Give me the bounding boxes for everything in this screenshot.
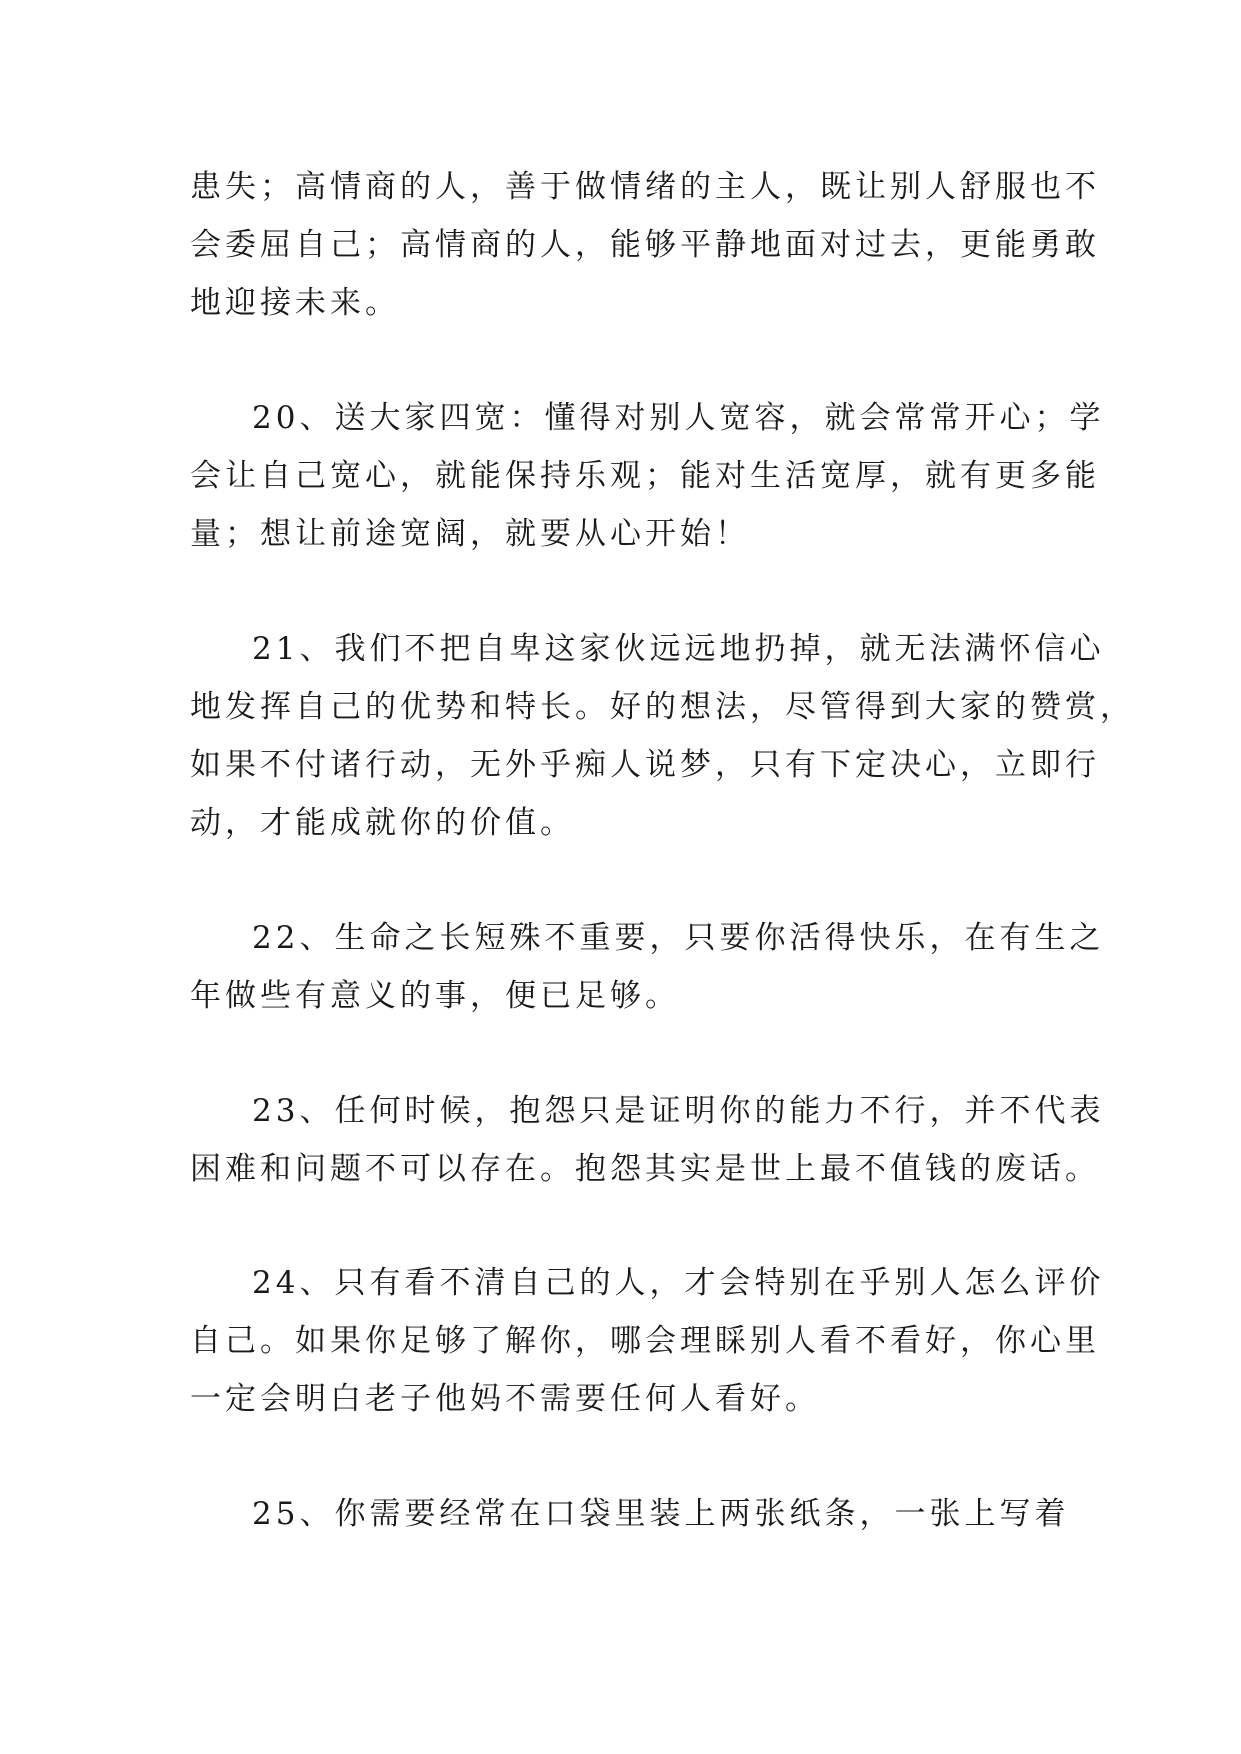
paragraph-22 (190, 909, 1105, 1025)
text-line: 会委屈自己；高情商的人，能够平静地面对过去，更能勇敢 (190, 227, 1100, 263)
text-line: 23、任何时候，抱怨只是证明你的能力不行，并不代表 (252, 1093, 1105, 1129)
text-line: 困难和问题不可以存在。抱怨其实是世上最不值钱的废话。 (190, 1151, 1100, 1187)
text-line: 21、我们不把自卑这家伙远远地扔掉，就无法满怀信心 (252, 631, 1105, 667)
paragraph-24 (190, 1254, 1105, 1428)
text-line: 一定会明白老子他妈不需要任何人看好。 (190, 1381, 820, 1417)
text-line: 会让自己宽心，就能保持乐观；能对生活宽厚，就有更多能 (190, 458, 1100, 494)
text-line: 年做些有意义的事，便已足够。 (190, 978, 680, 1014)
text-line: 动，才能成就你的价值。 (190, 805, 575, 841)
text-line: 20、送大家四宽：懂得对别人宽容，就会常常开心；学 (252, 400, 1105, 436)
text-line: 24、只有看不清自己的人，才会特别在乎别人怎么评价 (252, 1265, 1105, 1301)
paragraph-20 (190, 389, 1105, 563)
text-line: 如果不付诸行动，无外乎痴人说梦，只有下定决心，立即行 (190, 747, 1100, 783)
text-line: 地迎接未来。 (190, 285, 400, 321)
text-line: 25、你需要经常在口袋里装上两张纸条，一张上写着 (252, 1496, 1070, 1532)
text-line: 22、生命之长短殊不重要，只要你活得快乐，在有生之 (252, 920, 1105, 956)
text-line: 自己。如果你足够了解你，哪会理睬别人看不看好，你心里 (190, 1323, 1100, 1359)
paragraph-25 (190, 1485, 1070, 1543)
text-line: 地发挥自己的优势和特长。好的想法，尽管得到大家的赞赏， (190, 689, 1135, 725)
text-line: 量；想让前途宽阔，就要从心开始！ (190, 516, 750, 552)
paragraph-19-continuation (190, 158, 1100, 332)
paragraph-23 (190, 1082, 1105, 1198)
text-line: 患失；高情商的人，善于做情绪的主人，既让别人舒服也不 (190, 169, 1100, 205)
paragraph-21 (190, 620, 1135, 852)
